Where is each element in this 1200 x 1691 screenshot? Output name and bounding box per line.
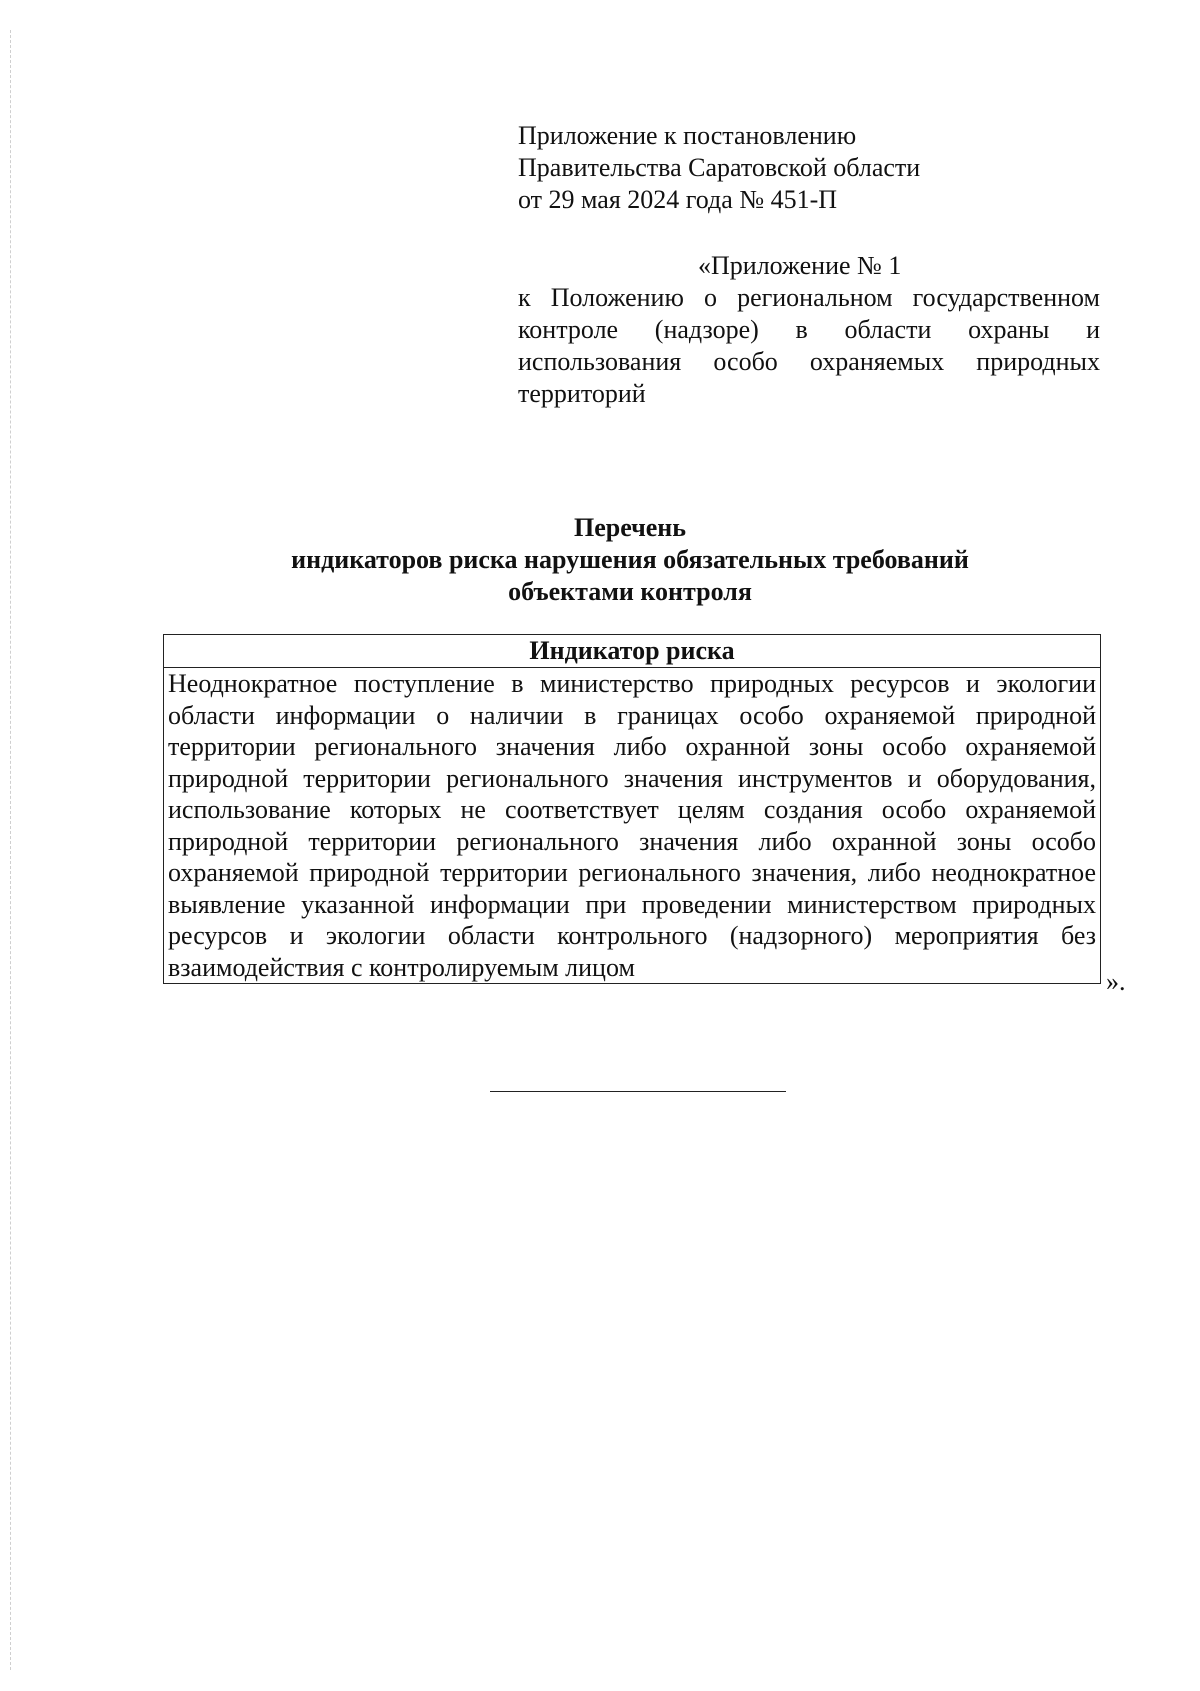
- appendix-reference: [518, 250, 1100, 410]
- appendix-header-line: от 29 мая 2024 года № 451-П: [518, 185, 838, 214]
- document-title: [165, 512, 1095, 608]
- table-header-row: [164, 635, 1101, 668]
- end-rule-divider: [490, 1091, 786, 1092]
- table-cell: Неоднократное поступление в министерство природных ресурсов и экологии области информации о наличии в границах особо охраняемой природной территории регионального значения либо охранной зоны особо охраняемой природной территории регионального значения инструментов и оборудования, использование которых не соответствует целям создания особо охраняемой природной территории регионального значения либо охранной зоны особо охраняемой природной территории регионального значения, либо неоднократное выявление указанной информации при проведении министерством природных ресурсов и экологии области контрольного (надзорного) мероприятия без взаимодействия с контролируемым лицом: [164, 668, 1101, 984]
- table-header-cell: Индикатор риска: [164, 635, 1101, 668]
- risk-indicator-table: [163, 634, 1101, 984]
- scan-edge-artifact: [10, 30, 11, 1670]
- appendix-header: [518, 120, 1098, 216]
- appendix-reference-title: «Приложение № 1: [698, 251, 902, 280]
- document-title-line: Перечень: [573, 513, 687, 542]
- document-title-line: индикаторов риска нарушения обязательных требований: [291, 545, 969, 574]
- appendix-header-line: Приложение к постановлению: [518, 121, 857, 150]
- document-title-line: объектами контроля: [508, 577, 752, 606]
- appendix-header-line: Правительства Саратовской области: [518, 153, 921, 182]
- table-row: [164, 668, 1101, 984]
- appendix-reference-body: к Положению о региональном государственном контроле (надзоре) в области охраны и использования особо охраняемых природных территорий: [518, 283, 1100, 408]
- closing-quote: ».: [1106, 967, 1126, 996]
